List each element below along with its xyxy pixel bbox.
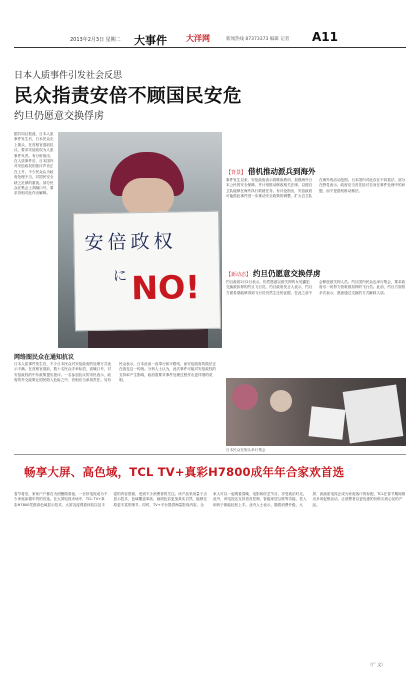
advertorial-signature: （广 文） — [368, 662, 386, 667]
advertorial-body: 春节将至，家家户户都在为团聚做准备，一台好电视成为不少家庭添置年货的首选。在大屏电视市场中，TCL TV+真彩H7800凭借高色域显示技术、大屏沉浸观看体验以及丰富的内容资源，受到不少消费者的关注。该产品采用量子点显示技术，色域覆盖率高，画面色彩更加真实自然，能够还原更丰富的细节。同时，TV+平台提供海量影视内容，全家人可以一起观看春晚、电影和综艺节目，享受欢乐时光。此外，该电视还支持语音控制、智能家居互联等功能，老人和孩子都能轻松上手。业内人士表示，随着消费升级，大屏、高画质电视正成为家庭客厅的标配，TCL在春节期间推出多项促销活动，让消费者以更优惠的价格买到心仪的产品。 — [14, 492, 406, 507]
sidebar2-body: 约旦政府2月2日表示，仍然愿意以被关押的女死囊犯交换被扣押的约旦飞行员。约旦政府发言人表示，约旦方面希望能够得到飞行员仍然生还的证据，在此之前不会释放被关押人员。约旦国内民众也举行集会，要求政府尽一切努力营救被扣押的飞行员。此前，约旦方面曾多次表示，愿意通过交换的方式解救人质。 — [226, 280, 406, 295]
newsroom-contacts: 新闻热线 87373373 编辑 记者 — [226, 37, 290, 42]
sidebar2-title — [226, 268, 321, 279]
issue-date: 2013年2月3日 星期二 — [70, 37, 121, 43]
protest-photo — [58, 132, 222, 348]
page-number: A11 — [312, 30, 338, 44]
section-divider — [14, 454, 406, 455]
newspaper-page — [14, 28, 406, 673]
newspaper-logo: 大洋网 — [186, 34, 210, 43]
advertorial-headline: 畅享大屏、高色域，TCL TV+真彩H7800成年年合家欢首选 — [24, 465, 345, 479]
photo-caption: 网络图民众在通知抗议 — [14, 354, 75, 361]
rally-photo-caption: 日本民众在街头举行集会 — [226, 448, 266, 452]
sidebar2-heading: 约旦仍愿意交换俘虏 — [253, 269, 321, 278]
article-body: 日本人质事件发生后，不少日本民众对安倍政府的处理方式表示不满。在首相官邸前，数十名民众手举标语，高喊口号，对安倍政权的中东政策提出批评。一名参加抗议的市民表示，政府的外交政策让国民陷入危险之中，首相应当承担责任。另有民众表示，日本此前一直奉行和平路线，而安倍政府的做法正在改变这一传统。分析人士认为，此次事件可能对安倍政权的支持率产生影响，政府需要对事件处理过程作出更详细的说明。 — [14, 362, 217, 383]
article-headline: 民众指责安倍不顾国民安危 — [14, 86, 243, 107]
protester-face — [122, 178, 174, 216]
rally-person-2 — [270, 390, 292, 412]
sidebar1-title — [226, 166, 316, 177]
article-kicker: 日本人质事件引发社会反思 — [14, 71, 123, 81]
sidebar1-body: 事件发生以来，安倍政府表示将吸取教训，加强海外日本公民的安全保障，并计划推动修改相关法律，以便自卫队能够在海外执行救援任务。有评论指出，安倍政府可能借此事件进一步推动安全政策的调整，扩大自卫队在海外的活动范围。日本国内对此存在不同看法，部分在野党表示，政府应当首先检讨自身在事件处理中的问题，而不是借机推动修法。 — [226, 178, 406, 199]
protest-sign — [73, 211, 221, 332]
sign-text-line3: NO! — [130, 268, 201, 308]
page-header — [14, 28, 406, 48]
rally-photo — [226, 378, 406, 446]
rally-sign-2 — [309, 406, 346, 439]
sidebar1-heading: 借机推动派兵到海外 — [248, 167, 316, 176]
rally-person-1 — [232, 384, 258, 410]
rally-sign-1 — [343, 384, 404, 443]
sign-text-line2: に — [112, 268, 128, 285]
sign-text-line1: 安倍政权 — [84, 230, 177, 255]
section-name: 大事件 — [134, 34, 167, 47]
article-subhead: 约旦仍愿意交换俘虏 — [14, 111, 104, 122]
sidebar1-tag: 【背景】 — [226, 170, 247, 176]
lead-text-column: 据共同社报道，日本人质事件发生后，日本民众走上街头，在首相官邸前抗议，要求安倍政权为人质事件负责。有分析指出，在人质事件后，日本国内对安倍政权的批评声音正在上升，不少民众认为政府处理不当，对国民安全缺乏足够的重视。部分民众在集会上高喊口号，要求首相对此作出解释。 — [14, 132, 54, 196]
sidebar2-tag: 【新动态】 — [226, 272, 252, 278]
